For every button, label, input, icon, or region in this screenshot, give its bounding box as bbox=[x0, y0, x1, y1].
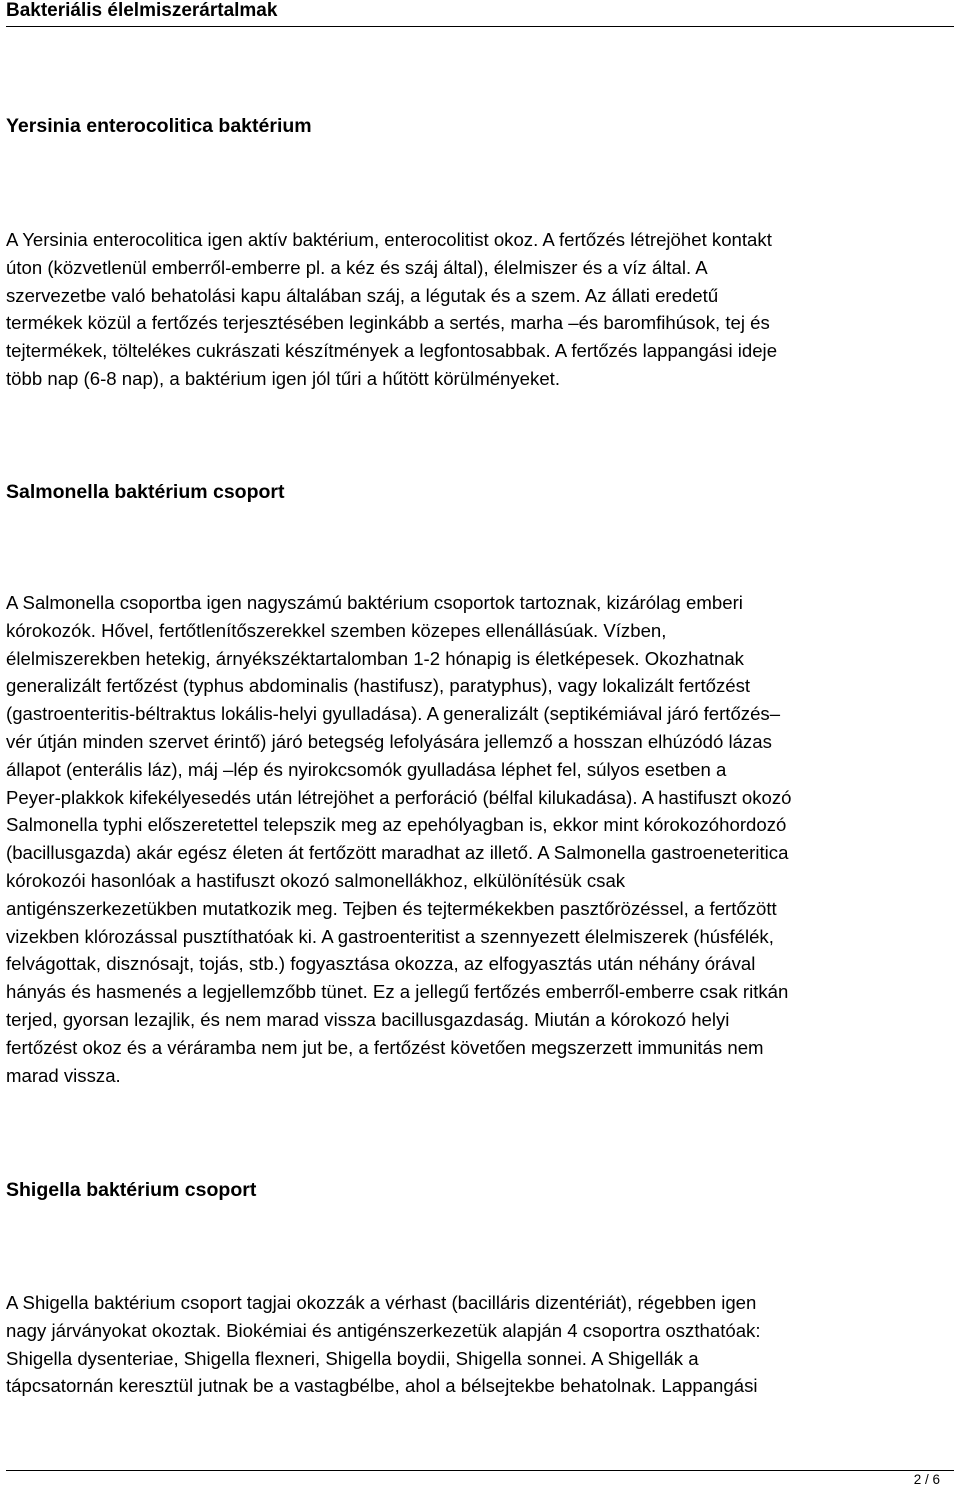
section-heading-yersinia: Yersinia enterocolitica baktérium bbox=[6, 115, 312, 137]
text-line: termékek közül a fertőzés terjesztésében leginkább a sertés, marha –és baromfihúsok, tej és bbox=[6, 312, 770, 334]
text-line: (gastroenteritis-béltraktus lokális-helyi gyulladása). A generalizált (septikémiával járó fertőzés– bbox=[6, 703, 781, 725]
section-heading-salmonella: Salmonella baktérium csoport bbox=[6, 481, 285, 503]
paragraph-yersinia bbox=[6, 226, 777, 393]
paragraph-shigella bbox=[6, 1289, 761, 1400]
text-line: marad vissza. bbox=[6, 1064, 121, 1086]
text-line: fertőzést okoz és a véráramba nem jut be, a fertőzést követően megszerzett immunitás nem bbox=[6, 1036, 764, 1058]
page-header bbox=[6, 0, 954, 27]
section-heading-shigella: Shigella baktérium csoport bbox=[6, 1179, 257, 1201]
text-line: A Salmonella csoportba igen nagyszámú baktérium csoportok tartoznak, kizárólag emberi bbox=[6, 592, 743, 613]
text-line: tápcsatornán keresztül jutnak be a vastagbélbe, ahol a bélsejtekbe behatolnak. Lappangási bbox=[6, 1375, 758, 1397]
text-line: vér útján minden szervet érintő) járó betegség lefolyására jellemző a hosszan elhúzódó lázas bbox=[6, 730, 772, 752]
paragraph-salmonella bbox=[6, 589, 792, 1089]
text-line: tejtermékek, töltelékes cukrászati készítmények a legfontosabbak. A fertőzés lappangási ideje bbox=[6, 340, 778, 362]
text-line: úton (közvetlenül emberről-emberre pl. a kéz és száj által), élelmiszer és a víz által. A bbox=[6, 256, 708, 278]
document-title: Bakteriális élelmiszerártalmak bbox=[6, 0, 278, 21]
text-line: élelmiszerekben hetekig, árnyékszéktartalomban 1-2 hónapig is életképesek. Okozhatnak bbox=[6, 647, 744, 669]
text-line: Shigella dysenteriae, Shigella flexneri, Shigella boydii, Shigella sonnei. A Shigellák a bbox=[6, 1347, 699, 1369]
page-footer bbox=[6, 1470, 954, 1487]
text-line: kórokozók. Hővel, fertőtlenítőszerekkel szemben közepes ellenállásúak. Vízben, bbox=[6, 619, 667, 641]
text-line: Salmonella typhi előszeretettel telepszik meg az epehólyagban is, ekkor mint kórokozóhordozó bbox=[6, 814, 787, 836]
text-line: kórokozói hasonlóak a hastifuszt okozó salmonellákhoz, elkülönítésük csak bbox=[6, 869, 626, 891]
page-number: 2 / 6 bbox=[913, 1472, 940, 1487]
text-line: nagy járványokat okoztak. Biokémiai és antigénszerkezetük alapján 4 csoportra oszthatóak: bbox=[6, 1319, 761, 1341]
text-line: A Yersinia enterocolitica igen aktív baktérium, enterocolitist okoz. A fertőzés létrejöhet kontakt bbox=[6, 229, 772, 250]
text-line: antigénszerkezetükben mutatkozik meg. Tejben és tejtermékekben pasztőrözéssel, a fertőzött bbox=[6, 897, 777, 919]
text-line: több nap (6-8 nap), a baktérium igen jól tűri a hűtött körülményeket. bbox=[6, 367, 560, 389]
text-line: felvágottak, disznósajt, tojás, stb.) fogyasztása okozza, az elfogyasztás után néhány órával bbox=[6, 953, 756, 975]
text-line: hányás és hasmenés a legjellemzőbb tünet. Ez a jellegű fertőzés emberről-emberre csak ritkán bbox=[6, 981, 789, 1003]
text-line: állapot (enterális láz), máj –lép és nyirokcsomók gyulladása léphet fel, súlyos esetben a bbox=[6, 758, 727, 780]
text-line: szervezetbe való behatolási kapu általában száj, a légutak és a szem. Az állati eredetű bbox=[6, 284, 719, 306]
text-line: (bacillusgazda) akár egész életen át fertőzött maradhat az illető. A Salmonella gastroeneteritica bbox=[6, 842, 789, 864]
text-line: A Shigella baktérium csoport tagjai okozzák a vérhast (bacilláris dizentériát), régebben igen bbox=[6, 1292, 757, 1313]
text-line: terjed, gyorsan lezajlik, és nem marad vissza bacillusgazdaság. Miután a kórokozó helyi bbox=[6, 1008, 730, 1030]
text-line: generalizált fertőzést (typhus abdominalis (hastifusz), paratyphus), vagy lokalizált fertőzést bbox=[6, 675, 751, 697]
text-line: Peyer-plakkok kifekélyesedés után létrejöhet a perforáció (bélfal kilukadása). A hastifuszt okozó bbox=[6, 786, 792, 808]
text-line: vizekben klórozással pusztíthatóak ki. A gastroenteritist a szennyezett élelmiszerek (húsfélék, bbox=[6, 925, 774, 947]
